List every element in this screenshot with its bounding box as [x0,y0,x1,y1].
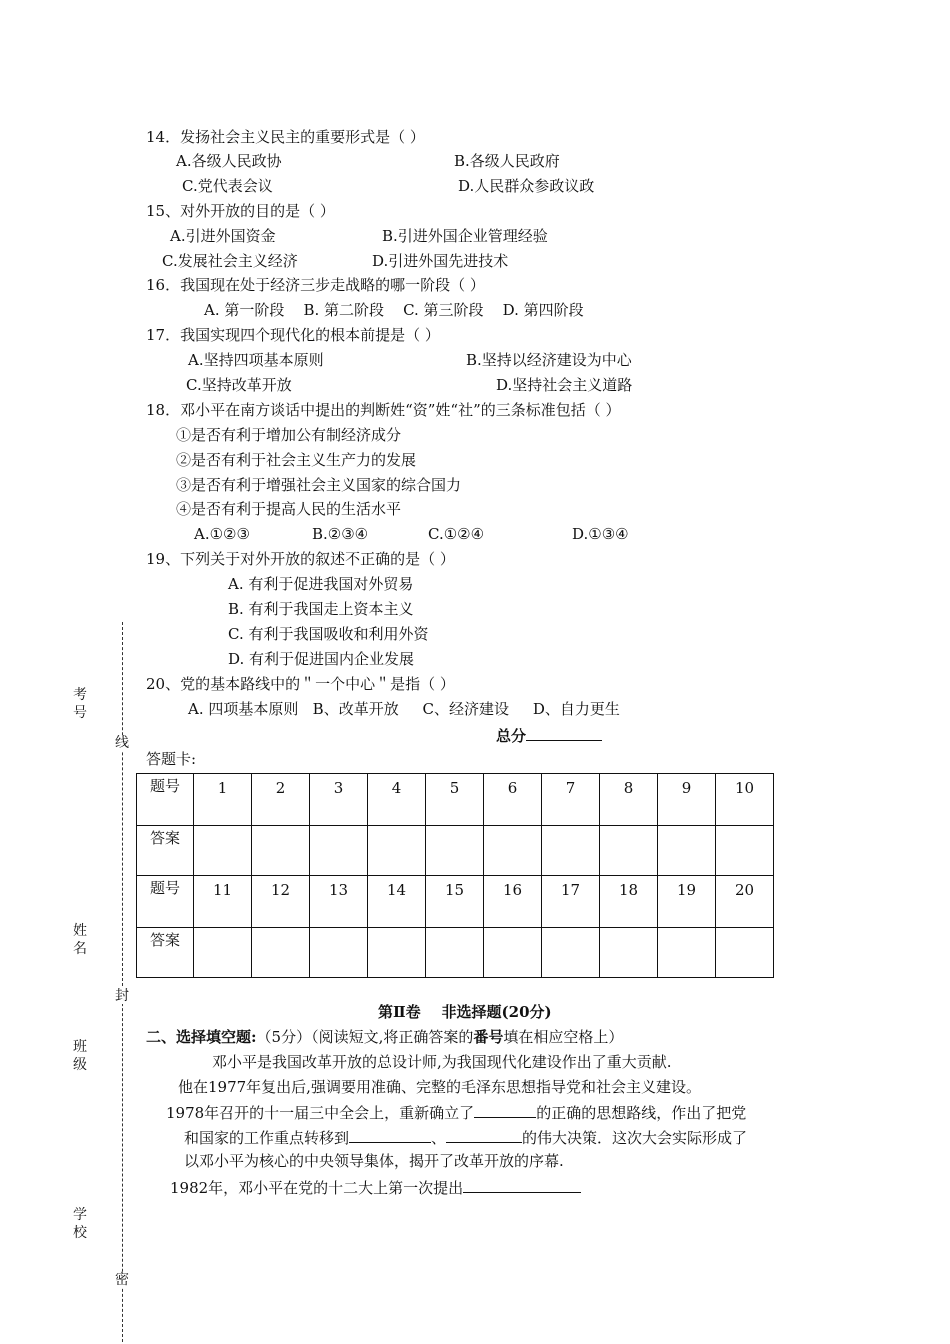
q19-option-b: B. 有利于我国走上资本主义 [228,600,414,618]
q18-option-a: A.①②③ [194,525,250,543]
number-cell: 2 [252,774,310,826]
number-cell: 19 [658,876,716,928]
q15-option-d: D.引进外国先进技术 [372,252,509,270]
q18-item-4: ④是否有利于提高人民的生活水平 [176,500,402,518]
total-score-label: 总分 [496,727,527,745]
number-cell: 15 [426,876,484,928]
answer-cell[interactable] [194,928,252,978]
answer-cell[interactable] [368,826,426,876]
row-label-answer: 答案 [137,928,194,978]
answer-cell[interactable] [484,928,542,978]
answer-cell[interactable] [426,928,484,978]
mark-secret: 密 [115,1272,129,1288]
q20-stem: 20、党的基本路线中的＂一个中心＂是指（ ） [146,675,455,693]
answer-cell[interactable] [542,826,600,876]
passage-line-6 [170,1176,581,1198]
answer-cell[interactable] [426,826,484,876]
mark-line: 线 [115,735,129,751]
number-cell: 4 [368,774,426,826]
number-cell: 16 [484,876,542,928]
school-label: 学校 [73,1207,87,1241]
part2-title: 第Ⅱ卷 非选择题(20分) [378,1003,552,1021]
passage-line-3-text-a: 1978年召开的十一届三中全会上，重新确立了 [166,1104,475,1122]
q15-option-c: C.发展社会主义经济 [162,252,298,270]
part2-section-heading [146,1027,623,1047]
section-tail: 填在相应空格上） [503,1028,624,1046]
q19-option-c: C. 有利于我国吸收和利用外资 [228,625,429,643]
q18-stem: 18．邓小平在南方谈话中提出的判断姓“资”姓“社”的三条标准包括（ ） [146,401,621,419]
q17-option-a: A.坚持四项基本原则 [188,351,324,369]
passage-line-4-text-a: 和国家的工作重点转移到 [184,1129,350,1147]
passage-line-3 [166,1101,746,1123]
q14-option-a: A.各级人民政协 [176,152,282,170]
blank-2[interactable] [349,1126,431,1143]
q19-option-a: A. 有利于促进我国对外贸易 [228,575,414,593]
answer-card-label: 答题卡: [146,750,197,768]
passage-line-2: 他在1977年复出后,强调要用准确、完整的毛泽东思想指导党和社会主义建设。 [178,1078,701,1096]
answer-cell[interactable] [542,928,600,978]
q15-stem: 15、对外开放的目的是（ ） [146,202,335,220]
q19-stem: 19、下列关于对外开放的叙述不正确的是（ ） [146,550,455,568]
q18-option-d: D.①③④ [572,525,629,543]
q19-option-d: D. 有利于促进国内企业发展 [228,650,415,668]
number-cell: 8 [600,774,658,826]
answer-cell[interactable] [252,928,310,978]
number-cell: 10 [716,774,774,826]
exam-number-label: 考号 [73,687,87,721]
answer-cell[interactable] [658,928,716,978]
section-label: 二、选择填空题: [146,1028,257,1046]
answer-row-1 [137,826,774,876]
class-label: 班级 [73,1039,87,1073]
blank-4[interactable] [463,1176,581,1193]
answer-cell[interactable] [368,928,426,978]
q18-item-1: ①是否有利于增加公有制经济成分 [176,426,402,444]
number-cell: 6 [484,774,542,826]
q17-stem: 17．我国实现四个现代化的根本前提是（ ） [146,326,440,344]
section-instructions: （5分）（阅读短文,将正确答案的 [256,1028,474,1046]
q18-item-3: ③是否有利于增强社会主义国家的综合国力 [176,476,462,494]
number-row-2 [137,876,774,928]
number-cell: 12 [252,876,310,928]
row-label-number: 题号 [137,876,194,928]
answer-cell[interactable] [484,826,542,876]
passage-line-4 [184,1126,747,1148]
number-row-1 [137,774,774,826]
number-cell: 18 [600,876,658,928]
q14-option-b: B.各级人民政府 [454,152,560,170]
q17-option-d: D.坚持社会主义道路 [496,376,633,394]
q18-option-c: C.①②④ [428,525,485,543]
q14-option-c: C.党代表会议 [182,177,273,195]
answer-row-2 [137,928,774,978]
number-cell: 5 [426,774,484,826]
answer-cell[interactable] [658,826,716,876]
number-cell: 14 [368,876,426,928]
q18-option-b: B.②③④ [312,525,369,543]
passage-line-4-text-c: 的伟大决策．这次大会实际形成了 [522,1129,748,1147]
number-cell: 3 [310,774,368,826]
q17-option-b: B.坚持以经济建设为中心 [466,351,632,369]
q18-item-2: ②是否有利于社会主义生产力的发展 [176,451,417,469]
answer-cell[interactable] [600,928,658,978]
answer-cell[interactable] [716,826,774,876]
number-cell: 20 [716,876,774,928]
answer-cell[interactable] [310,826,368,876]
answer-cell[interactable] [600,826,658,876]
binding-dashed-line [122,622,123,1342]
q14-option-d: D.人民群众参政议政 [458,177,595,195]
q17-option-c: C.坚持改革开放 [186,376,292,394]
total-score-blank[interactable] [526,724,602,741]
number-cell: 11 [194,876,252,928]
answer-card-table [136,773,774,978]
number-cell: 13 [310,876,368,928]
answer-cell[interactable] [194,826,252,876]
total-score [496,724,602,746]
passage-line-5: 以邓小平为核心的中央领导集体，揭开了改革开放的序幕. [184,1152,564,1170]
mark-seal: 封 [115,988,129,1004]
row-label-number: 题号 [137,774,194,826]
section-keyword: 番号 [473,1028,504,1046]
answer-cell[interactable] [252,826,310,876]
number-cell: 9 [658,774,716,826]
answer-cell[interactable] [310,928,368,978]
blank-1[interactable] [474,1101,536,1118]
number-cell: 1 [194,774,252,826]
q15-option-a: A.引进外国资金 [170,227,276,245]
number-cell: 17 [542,876,600,928]
passage-line-4-text-b: 、 [431,1129,447,1147]
name-label: 姓名 [73,923,87,957]
passage-line-3-text-b: 的正确的思想路线，作出了把党 [536,1104,747,1122]
passage-line-1: 邓小平是我国改革开放的总设计师,为我国现代化建设作出了重大贡献. [212,1053,672,1071]
q16-stem: 16．我国现在处于经济三步走战略的哪一阶段（ ） [146,276,485,294]
row-label-answer: 答案 [137,826,194,876]
answer-cell[interactable] [716,928,774,978]
blank-3[interactable] [446,1126,522,1143]
q14-stem: 14．发扬社会主义民主的重要形式是（ ） [146,128,425,146]
q16-options: A. 第一阶段 B. 第二阶段 C. 第三阶段 D. 第四阶段 [204,301,584,319]
number-cell: 7 [542,774,600,826]
passage-line-6-text: 1982年，邓小平在党的十二大上第一次提出 [170,1179,464,1197]
q20-options: A. 四项基本原则 B、改革开放 C、经济建设 D、自力更生 [188,700,620,718]
q15-option-b: B.引进外国企业管理经验 [382,227,548,245]
